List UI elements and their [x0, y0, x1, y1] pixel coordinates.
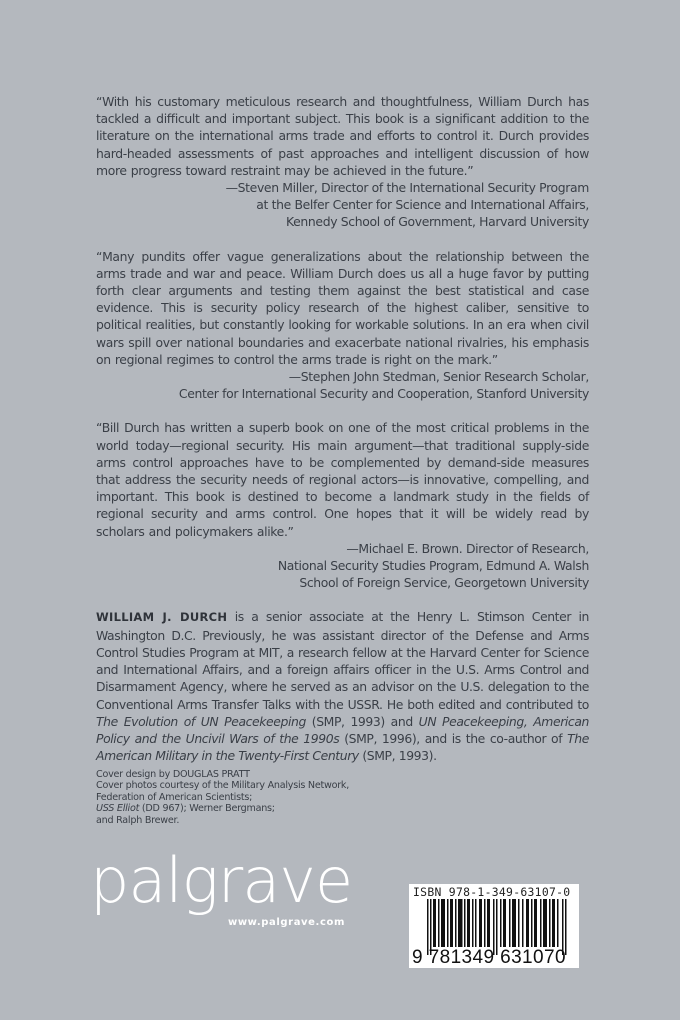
blurb-miller — [96, 93, 589, 231]
isbn-label: ISBN 978-1-349-63107-0 — [413, 885, 571, 899]
back-cover-content — [96, 93, 589, 764]
blurb-attribution-line: Center for International Security and Cooperation, Stanford University — [178, 386, 589, 402]
blurb-brown — [96, 419, 589, 591]
publisher-url: www.palgrave.com — [228, 917, 345, 928]
blurb-quote: “Many pundits offer vague generalizations about the relationship between the arms trade and war and peace. William Durch does us all a huge favor by putting forth clear arguments and testing them against the best statistical and case evidence. This is security policy research of the highest caliber, sensitive to political realities, but constantly looking for workable solutions. In an era when civil wars spill over national boundaries and exacerbate national rivalries, his emphasis on regional regimes to control the arms trade is right on the mark.” — [96, 248, 589, 367]
blurb-quote: “With his customary meticulous research and thoughtfulness, William Durch has tackled a difficult and important subject. This book is a significant addition to the literature on the international arms trade and efforts to control it. Durch provides hard-headed assessments of past approaches and intelligent discussion of how more progress toward restraint may be achieved in the future.” — [96, 94, 589, 178]
book-title: UN Peacekeeping, American Policy and the Uncivil Wars of the 1990s — [96, 713, 589, 746]
blurb-attribution-line: at the Belfer Center for Science and International Affairs, — [256, 197, 589, 213]
blurb-attribution-line: —Michael E. Brown. Director of Research, — [346, 540, 589, 556]
blurb-attribution-line: —Steven Miller, Director of the International Security Program — [225, 180, 589, 196]
author-bio — [96, 608, 589, 764]
credit-line: and Ralph Brewer. — [96, 814, 180, 826]
credit-line: Cover design by DOUGLAS PRATT — [96, 769, 250, 780]
cover-credits — [96, 769, 349, 826]
credit-line — [96, 803, 349, 814]
blurb-attribution-line: National Security Studies Program, Edmund A. Walsh — [277, 558, 589, 574]
credit-line: Federation of American Scientists; — [96, 791, 253, 803]
blurb-quote: “Bill Durch has written a superb book on one of the most critical problems in the world today—regional security. His main argument—that traditional supply-side arms control approaches have to be complemented by demand-side measures that address the security needs of regional actors—is innovative, compelling, and important. This book is destined to become a landmark study in the fields of regional security and arms control. One hopes that it will be widely read by scholars and policymakers alike.” — [96, 420, 589, 539]
blurb-attribution-line: School of Foreign Service, Georgetown University — [299, 575, 589, 591]
bio-text: (SMP, 1993) and — [305, 713, 419, 729]
book-title: The American Military in the Twenty-First Century — [96, 730, 589, 764]
bio-text: is a senior associate at the Henry L. Stimson Center in Washington D.C. Previously, he was assistant director of the Defense and Arms Control Studies Program at MIT, a research fellow at the Harvard Center for Science and International Affairs, and a foreign affairs officer in the U.S. Arms Control and Disarmament Agency, where he served as an advisor on the U.S. delegation to the Conventional Arms Transfer Talks with the USSR. He both edited and contributed to — [96, 609, 589, 712]
bio-text: (SMP, 1993). — [358, 748, 437, 764]
credit-line: Cover photos courtesy of the Military Analysis Network, — [96, 780, 350, 792]
bio-text: (SMP, 1996), and is the co-author of — [339, 730, 568, 746]
palgrave-logo: palgrave — [90, 844, 353, 917]
isbn-barcode — [409, 884, 579, 968]
ship-name: USS Elliot — [96, 803, 140, 815]
book-title: The Evolution of UN Peacekeeping — [96, 713, 306, 729]
blurb-stedman — [96, 248, 589, 403]
author-name: WILLIAM J. DURCH — [96, 610, 228, 625]
barcode-digits: 9 781349 631070 — [412, 947, 566, 968]
blurb-attribution-line: Kennedy School of Government, Harvard University — [285, 214, 589, 230]
credit-text: (DD 967); Werner Bergmans; — [139, 803, 275, 815]
blurb-attribution-line: —Stephen John Stedman, Senior Research Scholar, — [288, 369, 589, 385]
